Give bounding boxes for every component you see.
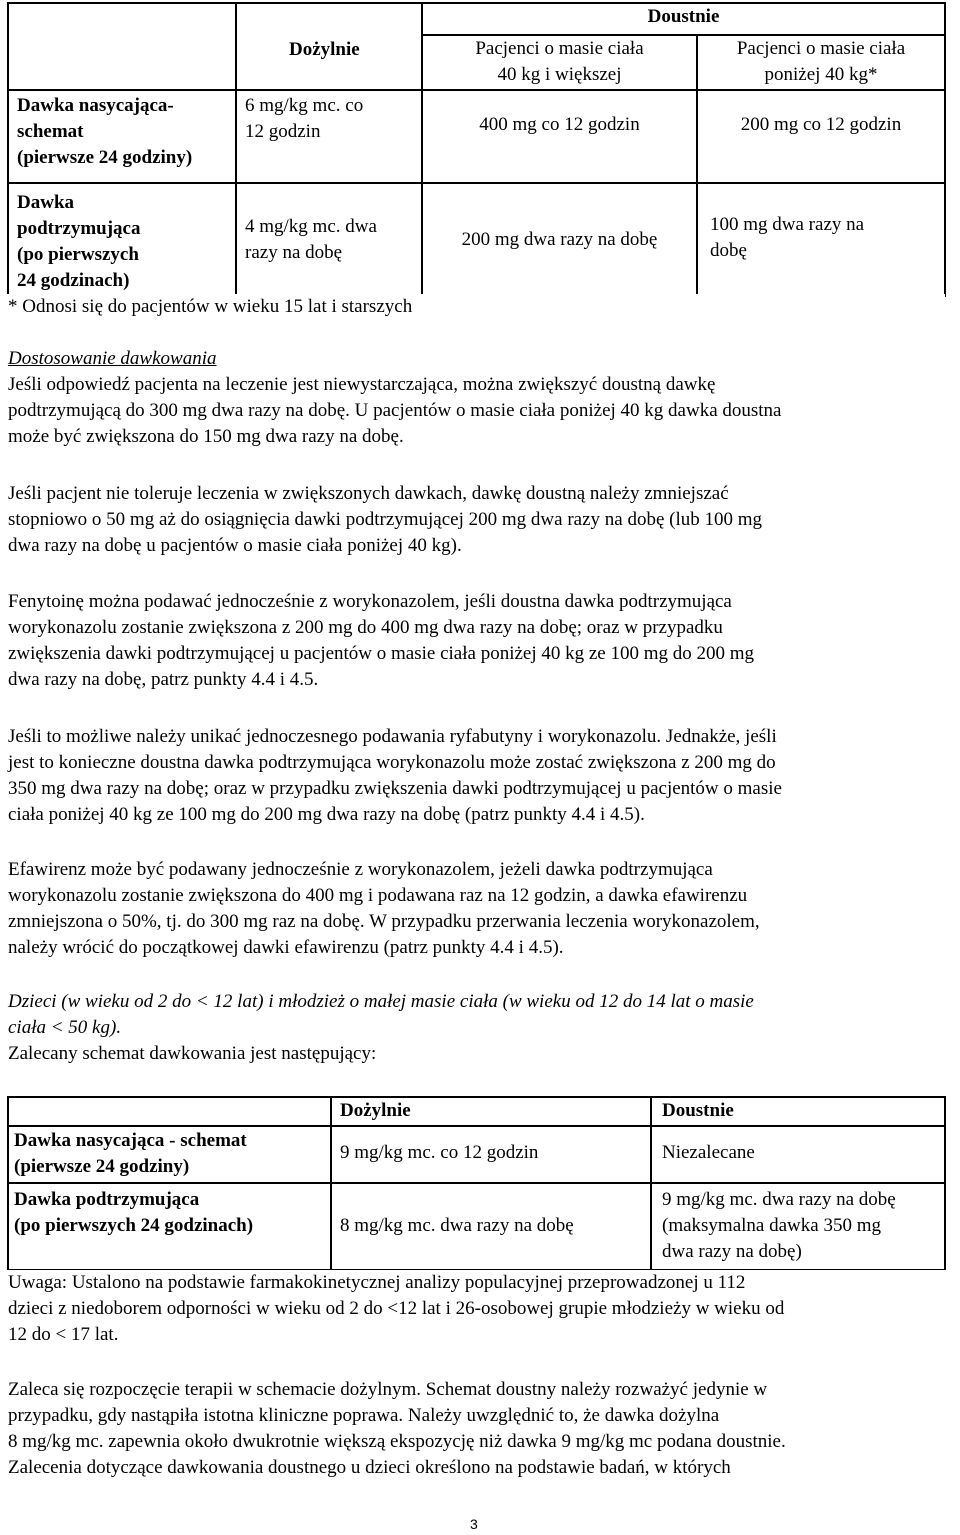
text-line: 350 mg dwa razy na dobę; oraz w przypadku zwiększenia dawki podtrzymującej u pacjentów o masie (8, 778, 782, 799)
adult-dosing-table (7, 2, 946, 297)
text-line: ciała poniżej 40 kg ze 100 mg do 200 mg dwa razy na dobę (patrz punkty 4.4 i 4.5). (8, 804, 645, 825)
iv-value: 9 mg/kg mc. co 12 godzin (340, 1142, 539, 1163)
iv-line: 12 godzin (245, 121, 321, 142)
text-line: Dzieci (w wieku od 2 do < 12 lat) i młodzież o małej masie ciała (w wieku od 12 do 14 lat o masie (8, 991, 754, 1012)
oral-line: (maksymalna dawka 350 mg (662, 1215, 881, 1236)
iv-line: 4 mg/kg mc. dwa (245, 216, 377, 237)
oral-light-line: 100 mg dwa razy na (710, 214, 865, 235)
table1-corner-cell (8, 3, 236, 90)
oral-value: Niezalecane (662, 1142, 755, 1163)
t2-row-loading-label (8, 1126, 331, 1183)
paragraph-4 (8, 724, 782, 828)
page-number: 3 (470, 1516, 478, 1532)
text-line: Zalecenia dotyczące dawkowania doustnego u dzieci określono na podstawie badań, w których (8, 1457, 731, 1478)
row-loading-dose-oral-light (697, 90, 945, 183)
table1-header-oral (422, 3, 945, 35)
t2-row-loading-iv (331, 1126, 651, 1183)
text-line: 12 do < 17 lat. (8, 1324, 119, 1345)
text-line: Jeśli odpowiedź pacjenta na leczenie jest niewystarczająca, można zwiększyć doustną dawkę (8, 374, 716, 395)
header-dozylnie: Dożylnie (289, 39, 360, 60)
header-doustnie: Doustnie (662, 1100, 734, 1121)
text-line: worykonazolu zostanie zwiększona z 200 mg do 400 mg dwa razy na dobę; oraz w przypadku (8, 617, 723, 638)
paragraph-2 (8, 481, 762, 559)
iv-value: 8 mg/kg mc. dwa razy na dobę (340, 1215, 574, 1236)
text-line: może być zwiększona do 150 mg dwa razy na dobę. (8, 426, 404, 447)
text-line: dwa razy na dobę, patrz punkty 4.4 i 4.5. (8, 669, 319, 690)
label-line: (pierwsze 24 godziny) (17, 147, 193, 168)
text-line: podtrzymującą do 300 mg dwa razy na dobę. U pacjentów o masie ciała poniżej 40 kg dawka doustna (8, 400, 782, 421)
text-line: zmniejszona o 50%, tj. do 300 mg raz na dobę. W przypadku przerwania leczenia worykonazolem, (8, 911, 760, 932)
paragraph-1 (8, 372, 781, 450)
t2-row-maintenance-label (8, 1183, 331, 1270)
text-line: przypadku, gdy nastąpiła istotna kliniczne poprawa. Należy uwzględnić to, że dawka dożylna (8, 1405, 720, 1426)
label-line: Dawka podtrzymująca (14, 1189, 200, 1210)
text-line: Fenytoinę można podawać jednocześnie z worykonazolem, jeśli doustna dawka podtrzymująca (8, 591, 732, 612)
text-line: Jeśli pacjent nie toleruje leczenia w zwiększonych dawkach, dawkę doustną należy zmniejszać (8, 483, 729, 504)
label-line: Dawka (17, 192, 75, 213)
text-line: Zaleca się rozpoczęcie terapii w schemacie dożylnym. Schemat doustny należy rozważyć jedynie w (8, 1379, 768, 1400)
iv-line: 6 mg/kg mc. co (245, 95, 364, 116)
t2-row-loading-oral (651, 1126, 945, 1183)
footnote-band (7, 294, 945, 322)
text-line: zwiększenia dawki podtrzymującej u pacjentów o masie ciała poniżej 40 kg ze 100 mg do 200 mg (8, 643, 755, 664)
table1-header-oral-heavy (422, 35, 697, 90)
row-loading-dose-label (8, 90, 236, 183)
text-line: ciała < 50 kg). (8, 1017, 122, 1038)
paragraph-3 (8, 589, 754, 693)
table1-header-iv (236, 3, 422, 90)
children-intro: Zalecany schemat dawkowania jest następujący: (8, 1043, 377, 1064)
text-line: Jeśli to możliwe należy unikać jednoczesnego podawania ryfabutyny i worykonazolu. Jednakże, jeśli (8, 726, 777, 747)
label-line: (po pierwszych 24 godzinach) (14, 1215, 254, 1236)
table2-header-iv (331, 1097, 651, 1126)
label-line: schemat (17, 121, 84, 142)
text-line: Uwaga: Ustalono na podstawie farmakokinetycznej analizy populacyjnej przeprowadzonej u 112 (8, 1272, 746, 1293)
row-maintenance-dose-iv (236, 183, 422, 296)
row-maintenance-dose-oral-heavy (422, 183, 697, 296)
label-line: (pierwsze 24 godziny) (14, 1156, 190, 1177)
text-line: stopniowo o 50 mg aż do osiągnięcia dawki podtrzymującej 200 mg dwa razy na dobę (lub 100 mg (8, 509, 763, 530)
oral-line: 9 mg/kg mc. dwa razy na dobę (662, 1189, 896, 1210)
header-heavy-line: 40 kg i większej (497, 64, 622, 85)
row-loading-dose-iv (236, 90, 422, 183)
table2-corner-cell (8, 1097, 331, 1126)
text-line: należy wrócić do początkowej dawki efawirenzu (patrz punkty 4.4 i 4.5). (8, 937, 564, 958)
paragraph-5 (8, 857, 760, 961)
iv-line: razy na dobę (245, 242, 343, 263)
label-line: Dawka nasycająca- (17, 95, 174, 116)
label-line: 24 godzinach) (17, 270, 130, 291)
table2-note (7, 1270, 946, 1348)
oral-light-line: dobę (710, 240, 747, 261)
text-line: 8 mg/kg mc. zapewnia około dwukrotnie większą ekspozycję niż dawka 9 mg/kg mc podana doustnie. (8, 1431, 786, 1452)
children-heading (8, 989, 754, 1041)
table2-header-oral (651, 1097, 945, 1126)
row-loading-dose-oral-heavy (422, 90, 697, 183)
final-paragraph (8, 1377, 786, 1481)
row-maintenance-dose-oral-light (697, 183, 945, 296)
label-line: (po pierwszych (17, 244, 139, 265)
table1-footnote: * Odnosi się do pacjentów w wieku 15 lat i starszych (8, 296, 413, 317)
oral-heavy-value: 200 mg dwa razy na dobę (461, 229, 658, 250)
label-line: Dawka nasycająca - schemat (14, 1130, 247, 1151)
text-line: dzieci z niedoborem odporności w wieku od 2 do <12 lat i 26-osobowej grupie młodzieży w wieku od (8, 1298, 785, 1319)
label-line: podtrzymująca (17, 218, 141, 239)
header-light-line: Pacjenci o masie ciała (736, 38, 906, 59)
header-doustnie: Doustnie (647, 6, 720, 27)
text-line: worykonazolu zostanie zwiększona do 400 mg i podawana raz na 12 godzin, a dawka efawirenzu (8, 885, 748, 906)
oral-light-value: 200 mg co 12 godzin (740, 114, 902, 135)
text-line: jest to konieczne doustna dawka podtrzymująca worykonazolu może zostać zwiększona z 200 mg do (8, 752, 776, 773)
t2-row-maintenance-oral (651, 1183, 945, 1270)
text-line: dwa razy na dobę u pacjentów o masie ciała poniżej 40 kg). (8, 535, 462, 556)
text-line: Efawirenz może być podawany jednocześnie z worykonazolem, jeżeli dawka podtrzymująca (8, 859, 713, 880)
oral-line: dwa razy na dobę) (662, 1241, 802, 1262)
header-dozylnie: Dożylnie (340, 1100, 411, 1121)
section-heading: Dostosowanie dawkowania (8, 348, 217, 369)
row-maintenance-dose-label (8, 183, 236, 296)
t2-row-maintenance-iv (331, 1183, 651, 1270)
table1-header-oral-light (697, 35, 945, 90)
pediatric-dosing-table (7, 1096, 946, 1271)
oral-heavy-value: 400 mg co 12 godzin (479, 114, 640, 135)
header-light-line: poniżej 40 kg* (764, 64, 878, 85)
header-heavy-line: Pacjenci o masie ciała (475, 38, 644, 59)
